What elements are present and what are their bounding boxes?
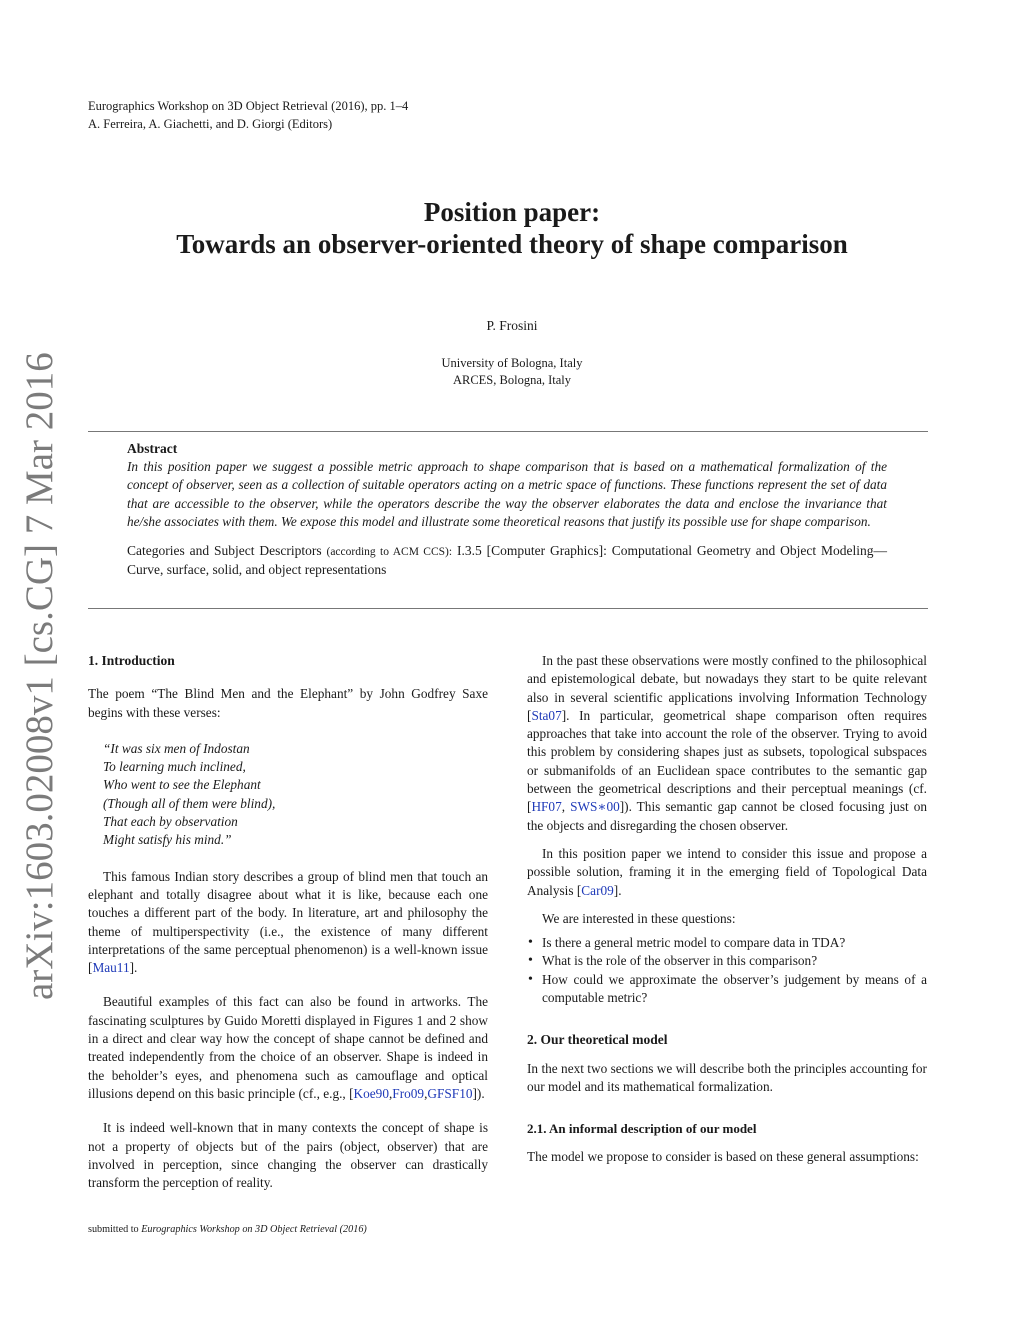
paragraph-text: ]. In particular, geometrical shape comparison often requires approaches that take into account the role of the observer. Trying to avoid this problem by considering shapes just as subsets, topological subspaces or submanifolds of an Euclidean space contributes to the semantic gap between the geometrical descriptions and their perceptual meanings (cf. [ <box>527 707 927 815</box>
ccs-label: Categories and Subject Descriptors <box>127 543 322 559</box>
paragraph-text: ]. <box>129 960 138 976</box>
paragraph-text: ]). <box>472 1085 485 1101</box>
section-2-1-heading: 2.1. An informal description of our model <box>527 1121 757 1137</box>
section-2-heading: 2. Our theoretical model <box>527 1032 668 1048</box>
questions-list <box>527 934 927 1007</box>
journal-header-line1: Eurographics Workshop on 3D Object Retrieval (2016), pp. 1–4 <box>88 99 409 113</box>
arxiv-stamp: arXiv:1603.02008v1 [cs.CG] 7 Mar 2016 <box>18 352 61 1000</box>
citation-link[interactable]: Mau11 <box>92 960 130 976</box>
poem-line: That each by observation <box>103 814 238 830</box>
ccs-source: (according to ACM CCS): <box>326 546 453 559</box>
ccs-descriptors <box>127 542 887 579</box>
right-column <box>527 652 927 1166</box>
left-column <box>88 652 488 1192</box>
citation-link[interactable]: HF07 <box>531 799 562 815</box>
abstract-text: In this position paper we suggest a possible metric approach to shape comparison that is based on a mathematical formalization of the concept of observer, seen as a collection of suitable operators acting on a metric space of functions. These functions represent the set of data that are accessible to the observer, while the operators describe the way the observer elaborates the data and enclose the invariance that he/she associates with them. We expose this model and illustrate some theoretical reasons that justify its possible use for shape comparison. <box>127 459 887 529</box>
poem-line: “It was six men of Indostan <box>103 740 250 756</box>
affiliation-1: University of Bologna, Italy <box>441 356 583 370</box>
paper-title-line2: Towards an observer-oriented theory of shape comparison <box>176 229 848 259</box>
poem-verses <box>88 740 488 850</box>
list-item: • How could we approximate the observer’s judgement by means of a computable metric? <box>527 971 927 1008</box>
list-item: • Is there a general metric model to compare data in TDA? <box>527 934 927 952</box>
poem-line: Might satisfy his mind.” <box>103 832 232 848</box>
right-paragraph-2 <box>527 845 927 900</box>
paragraph-text: , <box>388 1085 393 1101</box>
paragraph-text: ]. <box>613 882 622 898</box>
citation-link[interactable]: Sta07 <box>531 707 562 723</box>
intro-paragraph-1: The poem “The Blind Men and the Elephant” by John Godfrey Saxe begins with these verses: <box>88 686 488 720</box>
author-name: P. Frosini <box>486 318 538 333</box>
paragraph-text: This famous Indian story describes a group of blind men that touch an elephant and totally disagree about what it is like, because each one touches a different part of the body. In literature, art and philosophy the theme of multiperspectivity (i.e., the existence of many different interpretations of the same perceptual phenomenon) is a well-known issue [ <box>88 868 488 976</box>
paper-title-line1: Position paper: <box>423 197 601 227</box>
journal-header-line2: A. Ferreira, A. Giachetti, and D. Giorgi (Editors) <box>88 117 333 131</box>
abstract-bottom-rule <box>88 608 928 609</box>
citation-link[interactable]: Fro09 <box>392 1085 425 1101</box>
poem-line: To learning much inclined, <box>103 759 246 775</box>
footer-prefix: submitted to <box>88 1224 142 1235</box>
right-paragraph-3: We are interested in these questions: <box>542 910 736 926</box>
section-2-1-paragraph: The model we propose to consider is based on these general assumptions: <box>527 1148 919 1164</box>
section-1-heading: 1. Introduction <box>88 653 175 668</box>
list-item: • What is the role of the observer in this comparison? <box>527 952 927 970</box>
paragraph-text: , <box>424 1085 428 1101</box>
footer-venue: Eurographics Workshop on 3D Object Retrieval (2016) <box>141 1224 367 1235</box>
citation-link[interactable]: SWS∗00 <box>570 799 620 815</box>
poem-line: Who went to see the Elephant <box>103 777 261 793</box>
intro-paragraph-4: It is indeed well-known that in many contexts the concept of shape is not a property of objects but of the pairs (object, observer) that are involved in perception, since changing the observer can drastically transform the perception of reality. <box>88 1120 488 1191</box>
paragraph-text: Beautiful examples of this fact can also be found in artworks. The fascinating sculptures by Guido Moretti displayed in Figures 1 and 2 show in a direct and clear way how the concept of shape cannot be defined and treated independently from the choice of an observer. Shape is indeed in the beholder’s eyes, and phenomena such as camouflage and optical illusions depend on this basic principle (cf., e.g., [ <box>88 994 488 1101</box>
paragraph-text: In the past these observations were mostly confined to the philosophical and epistemological debate, but nowadays they start to be quite relevant also in several scientific applications involving Information Technology [ <box>527 653 927 723</box>
abstract-top-rule <box>88 431 928 432</box>
citation-link[interactable]: Koe90 <box>353 1085 389 1101</box>
paragraph-text: ]). This semantic gap cannot be closed focusing just on the objects and disregarding the chosen observer. <box>527 799 927 833</box>
citation-link[interactable]: GFSF10 <box>427 1085 473 1101</box>
abstract-heading: Abstract <box>127 441 178 456</box>
section-2-paragraph: In the next two sections we will describe both the principles accounting for our model and its mathematical formalization. <box>527 1060 927 1094</box>
right-paragraph-1 <box>527 652 927 835</box>
citation-link[interactable]: Car09 <box>581 882 614 898</box>
paragraph-text: , <box>561 799 571 815</box>
ccs-text: I.3.5 [Computer Graphics]: Computational Geometry and Object Modeling—Curve, surface, solid, and object representations <box>127 543 888 578</box>
affiliation-2: ARCES, Bologna, Italy <box>452 373 572 387</box>
paragraph-text: In this position paper we intend to consider this issue and propose a possible solution, framing it in the emerging field of Topological Data Analysis [ <box>527 845 927 898</box>
intro-paragraph-2 <box>88 868 488 978</box>
intro-paragraph-3 <box>88 993 488 1103</box>
abstract-block <box>127 440 887 579</box>
poem-line: (Though all of them were blind), <box>103 795 276 811</box>
page-footer <box>88 1224 367 1235</box>
